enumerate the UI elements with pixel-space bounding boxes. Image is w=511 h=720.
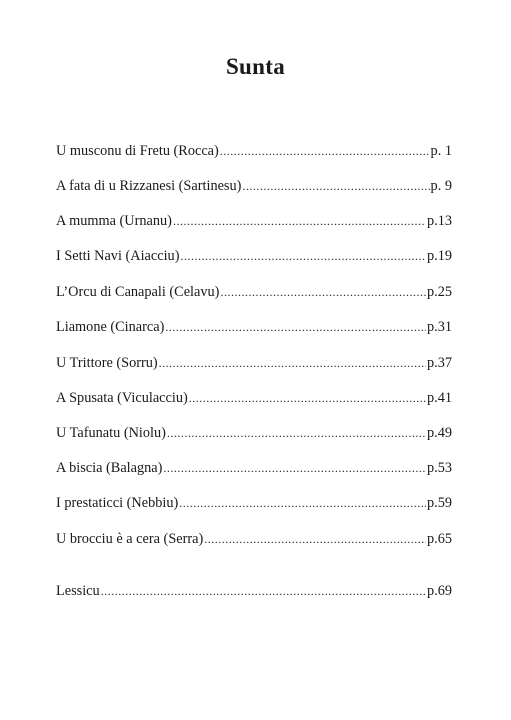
dot-leader — [180, 246, 426, 266]
toc-entry — [56, 388, 452, 408]
dot-leader — [163, 458, 426, 478]
dot-leader — [242, 176, 429, 196]
toc-entry — [56, 282, 452, 302]
dot-leader — [173, 211, 426, 231]
toc-entry — [56, 353, 452, 373]
toc-entry — [56, 176, 452, 196]
toc-entry-page: p.37 — [426, 355, 452, 371]
toc-entry-page: p.31 — [426, 319, 452, 335]
dot-leader — [101, 581, 426, 601]
toc-entry — [56, 529, 452, 549]
toc-entry-title: Lessicu — [56, 583, 100, 599]
toc-entry — [56, 246, 452, 266]
toc-entry — [56, 493, 452, 513]
toc-entry-page: p.41 — [426, 390, 452, 406]
toc-entry-title: A mumma (Urnanu) — [56, 213, 172, 229]
toc-entry-title: L’Orcu di Canapali (Celavu) — [56, 284, 220, 300]
page-title: Sunta — [225, 54, 286, 79]
toc-entry-page: p.59 — [426, 495, 452, 511]
toc-entry — [56, 141, 452, 161]
toc-entry — [56, 423, 452, 443]
dot-leader — [179, 493, 426, 513]
toc-entry-title: A biscia (Balagna) — [56, 460, 163, 476]
toc-entry-title: A fata di u Rizzanesi (Sartinesu) — [56, 178, 242, 194]
dot-leader — [189, 388, 426, 408]
dot-leader — [204, 529, 426, 549]
toc-entry — [56, 317, 452, 337]
toc-entry-page: p.49 — [426, 425, 452, 441]
toc-entry-title: A Spusata (Viculacciu) — [56, 390, 188, 406]
toc-entry — [56, 211, 452, 231]
dot-leader — [167, 423, 426, 443]
toc-entry — [56, 458, 452, 478]
toc-entry-title: U brocciu è a cera (Serra) — [56, 531, 204, 547]
toc-entry-title: U musconu di Fretu (Rocca) — [56, 143, 219, 159]
dot-leader — [220, 141, 430, 161]
toc-entry-title: I Setti Navi (Aiacciu) — [56, 248, 180, 264]
toc-entry-page: p.53 — [426, 460, 452, 476]
toc-entry-page: p.65 — [426, 531, 452, 547]
toc-entry-title: I prestaticci (Nebbiu) — [56, 495, 179, 511]
toc-entry-page: p.19 — [426, 248, 452, 264]
toc-entry-page: p. 9 — [430, 178, 452, 194]
toc-entry-page: p. 1 — [430, 143, 452, 159]
toc-entry-page: p.69 — [426, 583, 452, 599]
toc-entry-title: Liamone (Cinarca) — [56, 319, 165, 335]
toc-entry — [56, 581, 452, 601]
toc-entry-title: U Tafunatu (Niolu) — [56, 425, 166, 441]
toc-entry-page: p.25 — [426, 284, 452, 300]
dot-leader — [220, 282, 426, 302]
dot-leader — [159, 353, 426, 373]
dot-leader — [165, 317, 426, 337]
toc-entry-page: p.13 — [426, 213, 452, 229]
toc-entry-title: U Trittore (Sorru) — [56, 355, 158, 371]
